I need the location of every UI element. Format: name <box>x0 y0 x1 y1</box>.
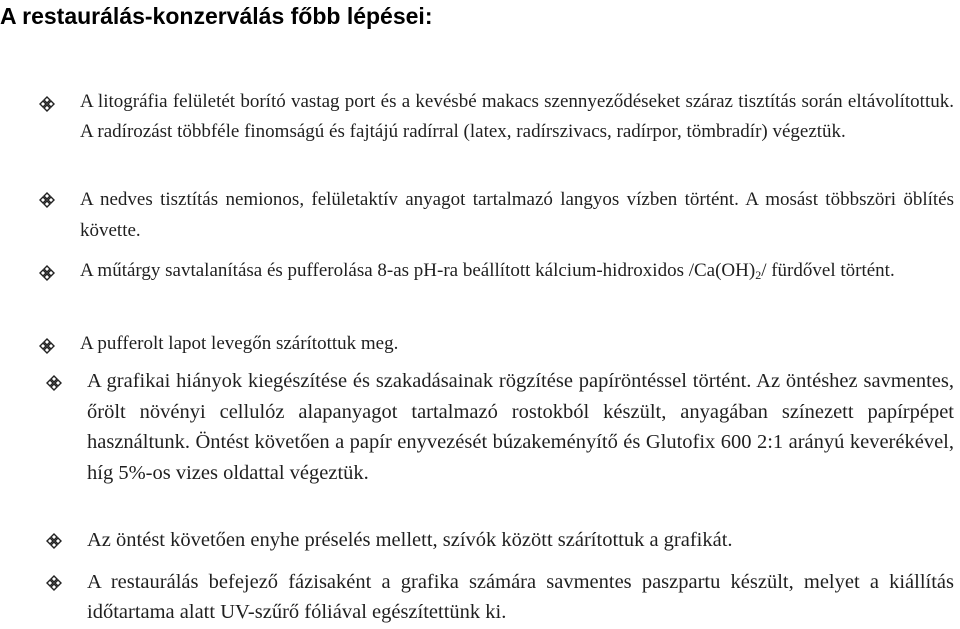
bullet-diamond-icon <box>39 192 55 208</box>
list-item: Az öntést követően enyhe préselés mellett, szívók között szárítottuk a grafikát. <box>87 529 733 551</box>
list-item-text: A műtárgy savtalanítása és pufferolása 8-as pH-ra beállított kálcium-hidroxidos /Ca(OH) <box>80 260 756 281</box>
list-item: A restaurálás befejező fázisaként a grafika számára savmentes paszpartu készült, melyet a kiállítás időtartama alatt UV-szűrő fóliával egészítettünk ki. <box>87 571 954 623</box>
bullet-diamond-icon <box>46 575 62 591</box>
list-item: A litográfia felületét borító vastag port és a kevésbé makacs szennyeződéseket száraz tisztítás során eltávolítottuk. A radírozást többféle finomságú és fajtájú radírral (latex, radírszivacs, radírpor, tömbradír) végeztük. <box>80 91 954 142</box>
list-item <box>80 256 954 286</box>
bullet-diamond-icon <box>39 96 55 112</box>
bullet-diamond-icon <box>39 265 55 281</box>
list-item: A grafikai hiányok kiegészítése és szakadásainak rögzítése papíröntéssel történt. Az öntéshez savmentes, őrölt növényi cellulóz alapanyagot tartalmazó rostokból készült, anyagában színezett papírpépet használtunk. Öntést követően a papír enyvezését búzakeményítő és Glutofix 600 2:1 arányú keverékével, híg 5%-os vizes oldattal végeztük. <box>87 370 954 484</box>
bullet-diamond-icon <box>46 375 62 391</box>
page-title: A restaurálás-konzerválás főbb lépései: <box>0 3 433 29</box>
bullet-diamond-icon <box>46 533 62 549</box>
list-item-text: / fürdővel történt. <box>761 260 895 281</box>
list-item: A nedves tisztítás nemionos, felületaktív anyagot tartalmazó langyos vízben történt. A mosást többszöri öblítés követte. <box>80 189 954 241</box>
bullet-diamond-icon <box>39 338 55 354</box>
list-item: A pufferolt lapot levegőn szárítottuk meg. <box>80 333 399 354</box>
subscript: 2 <box>755 268 762 282</box>
